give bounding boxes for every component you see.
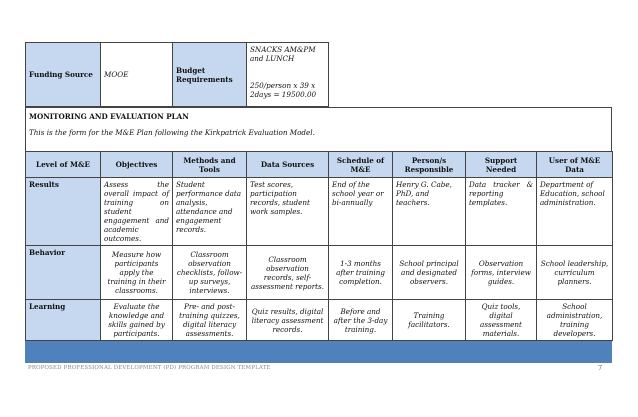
table-cell: Before and after the 3-day training. bbox=[329, 300, 393, 341]
column-header: Level of M&E bbox=[26, 152, 101, 178]
table-cell: Evaluate the knowledge and skills gained by participants. bbox=[101, 300, 173, 341]
table-cell: Department of Education, school administration. bbox=[537, 178, 613, 246]
table-row-results bbox=[26, 178, 613, 246]
table-cell: Student performance data analysis, attendance and engagement records. bbox=[173, 178, 247, 246]
page-number: 7 bbox=[598, 364, 603, 372]
table-header-row bbox=[26, 152, 613, 178]
table-cell: Henry G. Cabe, PhD, and teachers. bbox=[393, 178, 466, 246]
table-cell: School principal and designated observers. bbox=[393, 246, 466, 300]
table-cell: Quiz tools, digital assessment materials. bbox=[466, 300, 537, 341]
me-plan-table bbox=[25, 151, 613, 341]
column-header: User of M&E Data bbox=[537, 152, 613, 178]
row-level-label: Behavior bbox=[26, 246, 101, 300]
row-level-label: Results bbox=[26, 178, 101, 246]
table-cell: Classroom observation records, self-assessment reports. bbox=[247, 246, 329, 300]
table-cell: Test scores, participation records, student work samples. bbox=[247, 178, 329, 246]
table-cell: School administration, training developers. bbox=[537, 300, 613, 341]
table-cell: Measure how participants apply the training in their classrooms. bbox=[101, 246, 173, 300]
table-cell: Classroom observation checklists, follow-up surveys, interviews. bbox=[173, 246, 247, 300]
me-plan-title: MONITORING AND EVALUATION PLAN bbox=[29, 112, 189, 121]
column-header: Objectives bbox=[101, 152, 173, 178]
column-header: Data Sources bbox=[247, 152, 329, 178]
budget-requirements-value: SNACKS AM&PM and LUNCH 250/person x 39 x 2days = 19500.00 bbox=[247, 43, 329, 107]
table-cell: Pre- and post-training quizzes, digital literacy assessments. bbox=[173, 300, 247, 341]
funding-source-value: MOOE bbox=[101, 43, 173, 107]
row-level-label: Learning bbox=[26, 300, 101, 341]
table-cell: Observation forms, interview guides. bbox=[466, 246, 537, 300]
table-cell: Assess the overall impact of training on student engagement and academic outcomes. bbox=[101, 178, 173, 246]
table-cell: 1-3 months after training completion. bbox=[329, 246, 393, 300]
table-cell: Training facilitators. bbox=[393, 300, 466, 341]
table-cell: School leadership, curriculum planners. bbox=[537, 246, 613, 300]
table-cell: Quiz results, digital literacy assessment records. bbox=[247, 300, 329, 341]
budget-requirements-label: Budget Requirements bbox=[173, 43, 247, 107]
footer-title: PROPOSED PROFESSIONAL DEVELOPMENT (PD) PROGRAM DESIGN TEMPLATE bbox=[28, 365, 271, 371]
column-header: Person/s Responsible bbox=[393, 152, 466, 178]
column-header: Support Needed bbox=[466, 152, 537, 178]
funding-table bbox=[25, 42, 329, 107]
table-cell: Data tracker & reporting templates. bbox=[466, 178, 537, 246]
table-row-learning bbox=[26, 300, 613, 341]
me-plan-subtitle: This is the form for the M&E Plan following the Kirkpatrick Evaluation Model. bbox=[29, 128, 315, 137]
footer-bar bbox=[25, 341, 612, 363]
table-cell: End of the school year or bi-annually bbox=[329, 178, 393, 246]
column-header: Schedule of M&E bbox=[329, 152, 393, 178]
me-plan-section bbox=[25, 107, 612, 151]
funding-source-label: Funding Source bbox=[26, 43, 101, 107]
column-header: Methods and Tools bbox=[173, 152, 247, 178]
table-row-behavior bbox=[26, 246, 613, 300]
